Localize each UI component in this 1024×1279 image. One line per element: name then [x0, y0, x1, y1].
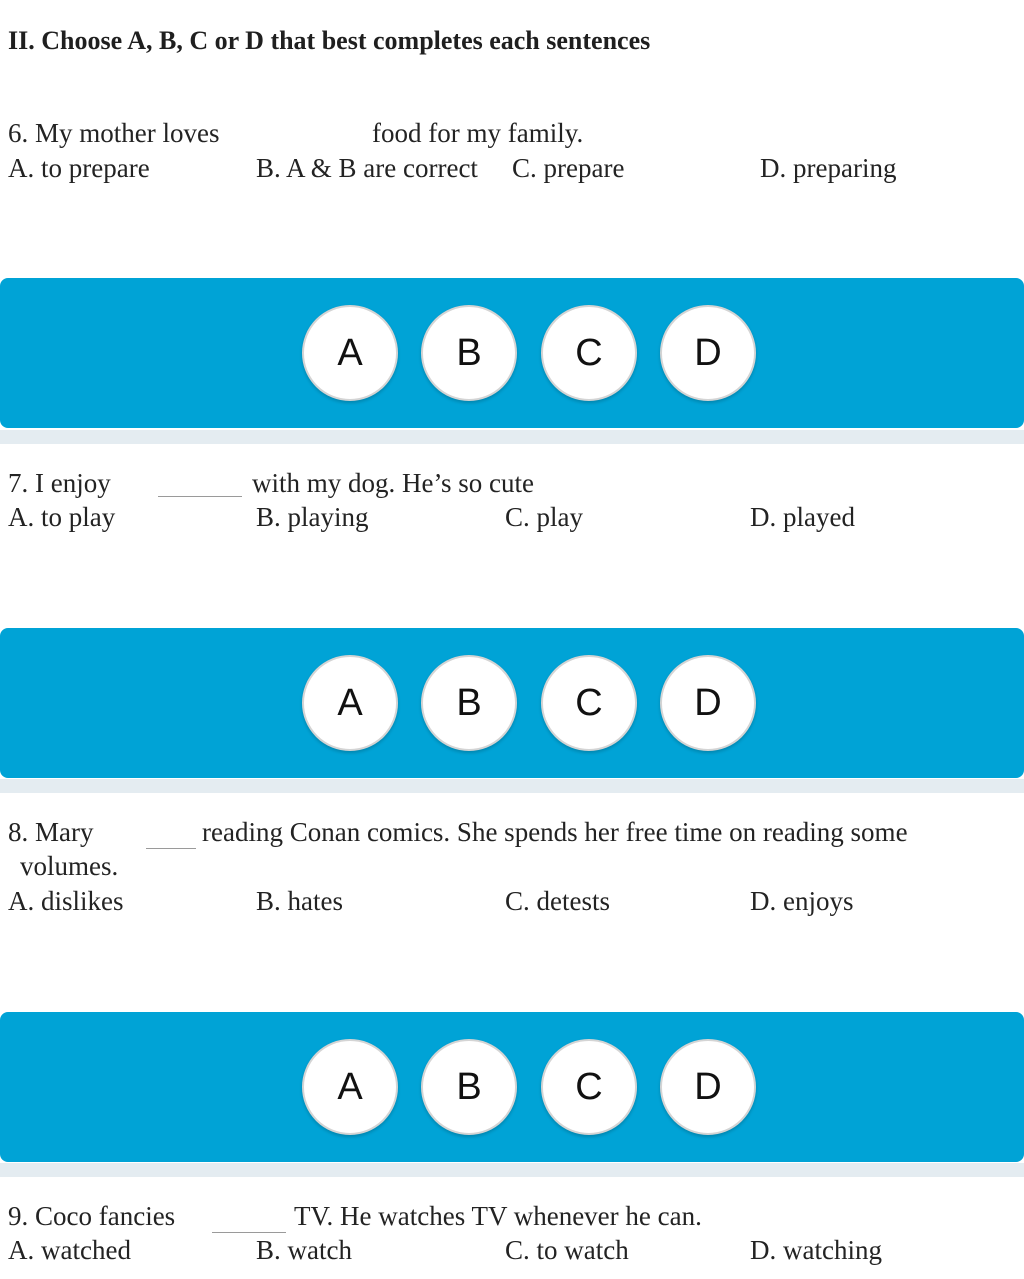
question-6-stem-start: 6. My mother loves [8, 118, 220, 148]
question-6-option-a: A. to prepare [8, 153, 150, 183]
answer-button-d[interactable]: D [660, 305, 756, 401]
answer-button-a[interactable]: A [302, 1039, 398, 1135]
answer-button-b[interactable]: B [421, 305, 517, 401]
answer-blank [146, 848, 196, 849]
question-8-option-b: B. hates [256, 886, 343, 916]
band-divider [0, 430, 1024, 444]
band-divider [0, 779, 1024, 793]
question-6-option-d: D. preparing [760, 153, 897, 183]
question-9-option-d: D. watching [750, 1235, 882, 1265]
question-7-stem-end: with my dog. He’s so cute [252, 468, 534, 498]
question-9-option-c: C. to watch [505, 1235, 629, 1265]
answer-button-b[interactable]: B [421, 655, 517, 751]
answer-band-6 [0, 278, 1024, 428]
question-7-option-d: D. played [750, 502, 855, 532]
question-9-stem-end: TV. He watches TV whenever he can. [294, 1201, 702, 1231]
question-9-stem-start: 9. Coco fancies [8, 1201, 176, 1231]
answer-band-7 [0, 628, 1024, 778]
answer-blank [212, 1232, 286, 1233]
answer-button-c[interactable]: C [541, 655, 637, 751]
section-heading: II. Choose A, B, C or D that best completes each sentences [8, 26, 651, 55]
answer-blank [158, 496, 242, 497]
question-6-option-b: B. A & B are correct [256, 153, 478, 183]
question-8-stem-start: 8. Mary [8, 817, 94, 847]
question-9-option-a: A. watched [8, 1235, 131, 1265]
answer-button-c[interactable]: C [541, 1039, 637, 1135]
answer-button-d[interactable]: D [660, 1039, 756, 1135]
question-7-stem-start: 7. I enjoy [8, 468, 111, 498]
question-8-option-c: C. detests [505, 886, 610, 916]
question-8-option-d: D. enjoys [750, 886, 854, 916]
answer-button-a[interactable]: A [302, 655, 398, 751]
question-6-option-c: C. prepare [512, 153, 625, 183]
answer-button-b[interactable]: B [421, 1039, 517, 1135]
question-7-option-c: C. play [505, 502, 583, 532]
question-8-option-a: A. dislikes [8, 886, 124, 916]
answer-button-d[interactable]: D [660, 655, 756, 751]
answer-band-8 [0, 1012, 1024, 1162]
question-7-option-b: B. playing [256, 502, 369, 532]
band-divider [0, 1163, 1024, 1177]
question-9-option-b: B. watch [256, 1235, 352, 1265]
answer-button-c[interactable]: C [541, 305, 637, 401]
question-8-stem-continued: volumes. [20, 851, 119, 881]
answer-button-a[interactable]: A [302, 305, 398, 401]
question-8-stem-end: reading Conan comics. She spends her free time on reading some [202, 817, 908, 847]
question-6-stem-end: food for my family. [372, 118, 584, 148]
question-7-option-a: A. to play [8, 502, 116, 532]
